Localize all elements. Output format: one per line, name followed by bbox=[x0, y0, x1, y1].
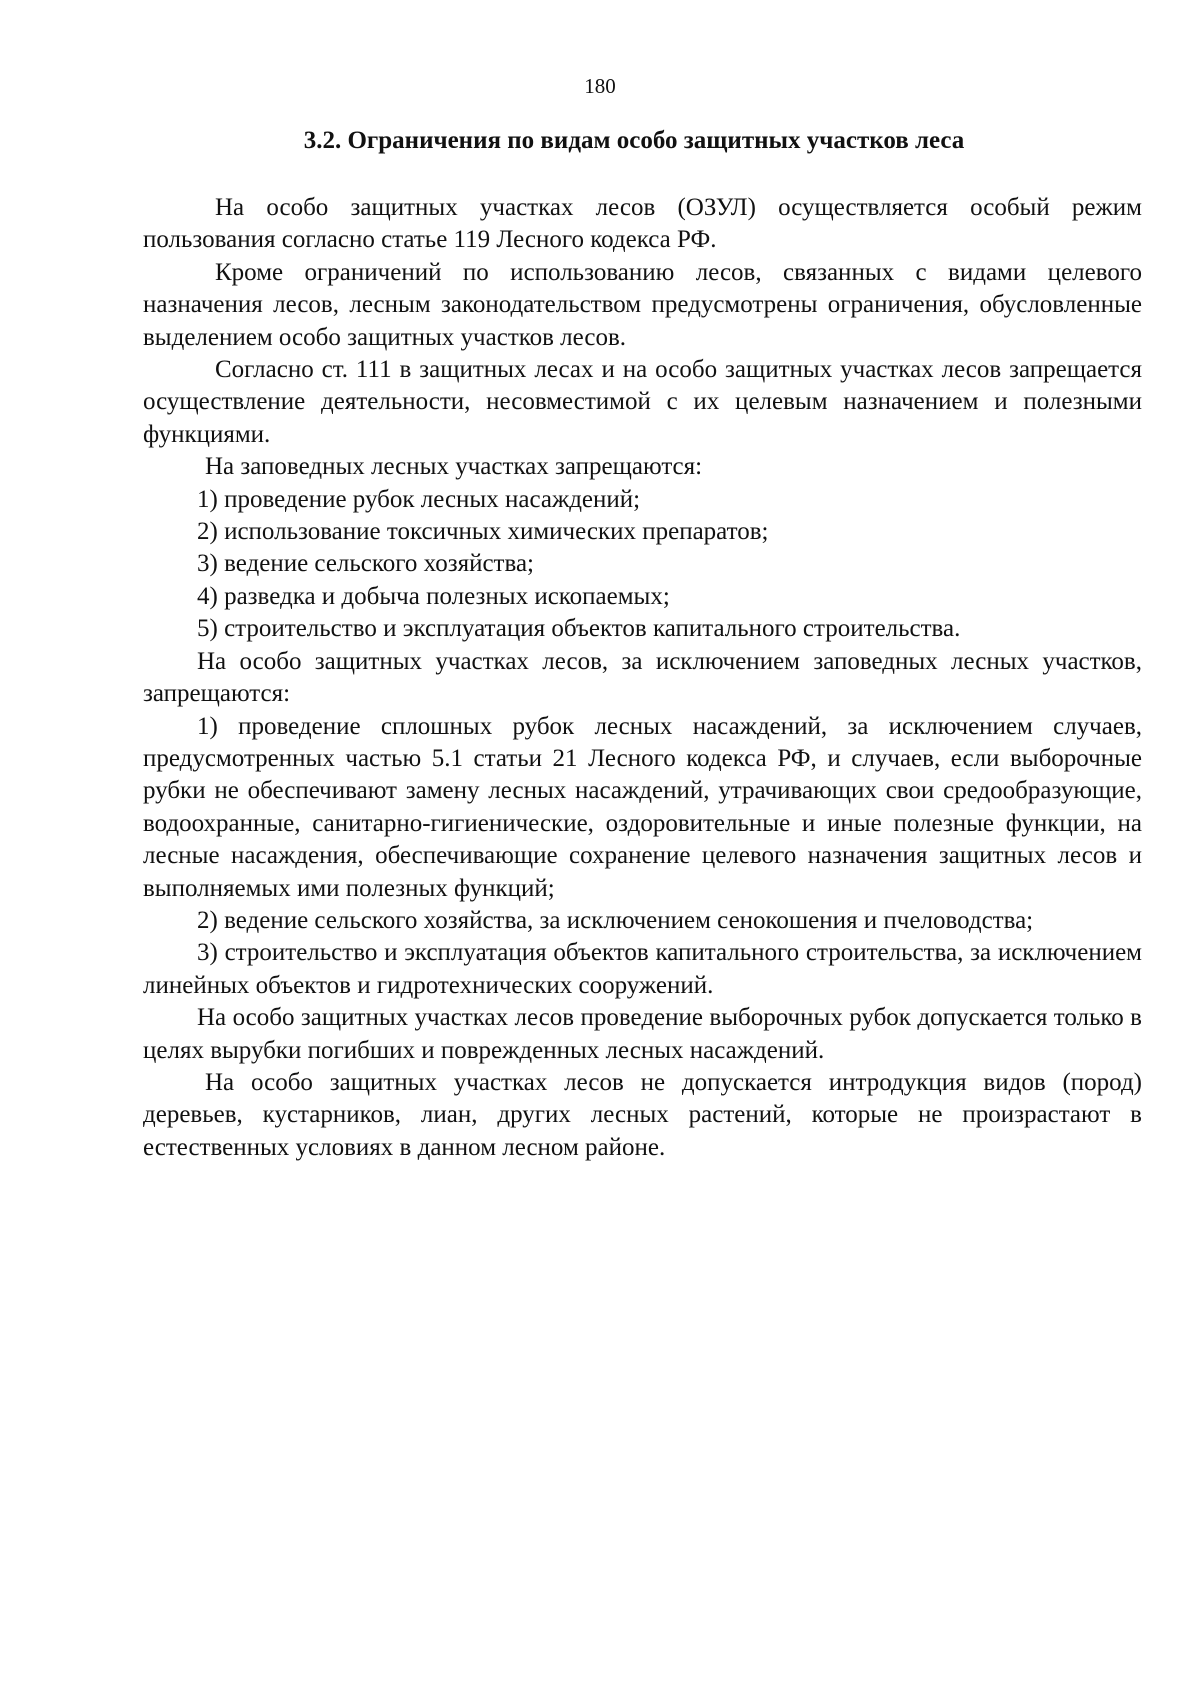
paragraph-selective-cutting: На особо защитных участках лесов проведение выборочных рубок допускается только в целях вырубки погибших и поврежденных лесных насаждений. bbox=[143, 1004, 1142, 1064]
list-item: 2) использование токсичных химических препаратов; bbox=[197, 518, 769, 546]
section-title: 3.2. Ограничения по видам особо защитных участков леса bbox=[303, 127, 965, 154]
paragraph-restrictions: Кроме ограничений по использованию лесов, связанных с видами целевого назначения лесов, лесным законодательством предусмотрены ограничения, обусловленные выделением особо защитных участков лесов. bbox=[143, 258, 1142, 351]
list-item: 5) строительство и эксплуатация объектов капитального строительства. bbox=[197, 615, 961, 643]
paragraph-ozul-regime: На особо защитных участках лесов (ОЗУЛ) осуществляется особый режим пользования согласно статье 119 Лесного кодекса РФ. bbox=[143, 194, 1142, 254]
page-number: 180 bbox=[584, 74, 616, 98]
paragraph-ozul-intro: На особо защитных участках лесов, за исключением заповедных лесных участков, запрещаются: bbox=[143, 647, 1142, 708]
reserve-prohibitions-list bbox=[143, 484, 1142, 646]
list-item: 3) ведение сельского хозяйства; bbox=[197, 550, 534, 578]
list-item: 1) проведение сплошных рубок лесных насаждений, за исключением случаев, предусмотренных частью 5.1 статьи 21 Лесного кодекса РФ, и случаев, если выборочные рубки не обеспечивают замену лесных насаждений, утрачивающих свои средообразующие, водоохранные, санитарно-гигиенические, оздоровительные и иные полезные функции, на лесные насаждения, обеспечивающие сохранение целевого назначения защитных лесов и выполняемых ими полезных функций; bbox=[143, 712, 1142, 902]
list-item: 3) строительство и эксплуатация объектов капитального строительства, за исключением линейных объектов и гидротехнических сооружений. bbox=[143, 939, 1142, 999]
document-body bbox=[143, 192, 1142, 1164]
ozul-prohibitions-list bbox=[143, 711, 1142, 1003]
paragraph-introduction-ban: На особо защитных участках лесов не допускается интродукция видов (пород) деревьев, кустарников, лиан, других лесных растений, которые не произрастают в естественных условиях в данном лесном районе. bbox=[143, 1068, 1142, 1161]
list-item: 4) разведка и добыча полезных ископаемых; bbox=[197, 582, 670, 610]
list-item: 2) ведение сельского хозяйства, за исключением сенокошения и пчеловодства; bbox=[197, 906, 1034, 934]
list-item: 1) проведение рубок лесных насаждений; bbox=[197, 485, 641, 513]
paragraph-article-111: Согласно ст. 111 в защитных лесах и на особо защитных участках лесов запрещается осуществление деятельности, несовместимой с их целевым назначением и полезными функциями. bbox=[143, 356, 1142, 448]
paragraph-reserve-intro: На заповедных лесных участках запрещаются: bbox=[205, 453, 703, 481]
